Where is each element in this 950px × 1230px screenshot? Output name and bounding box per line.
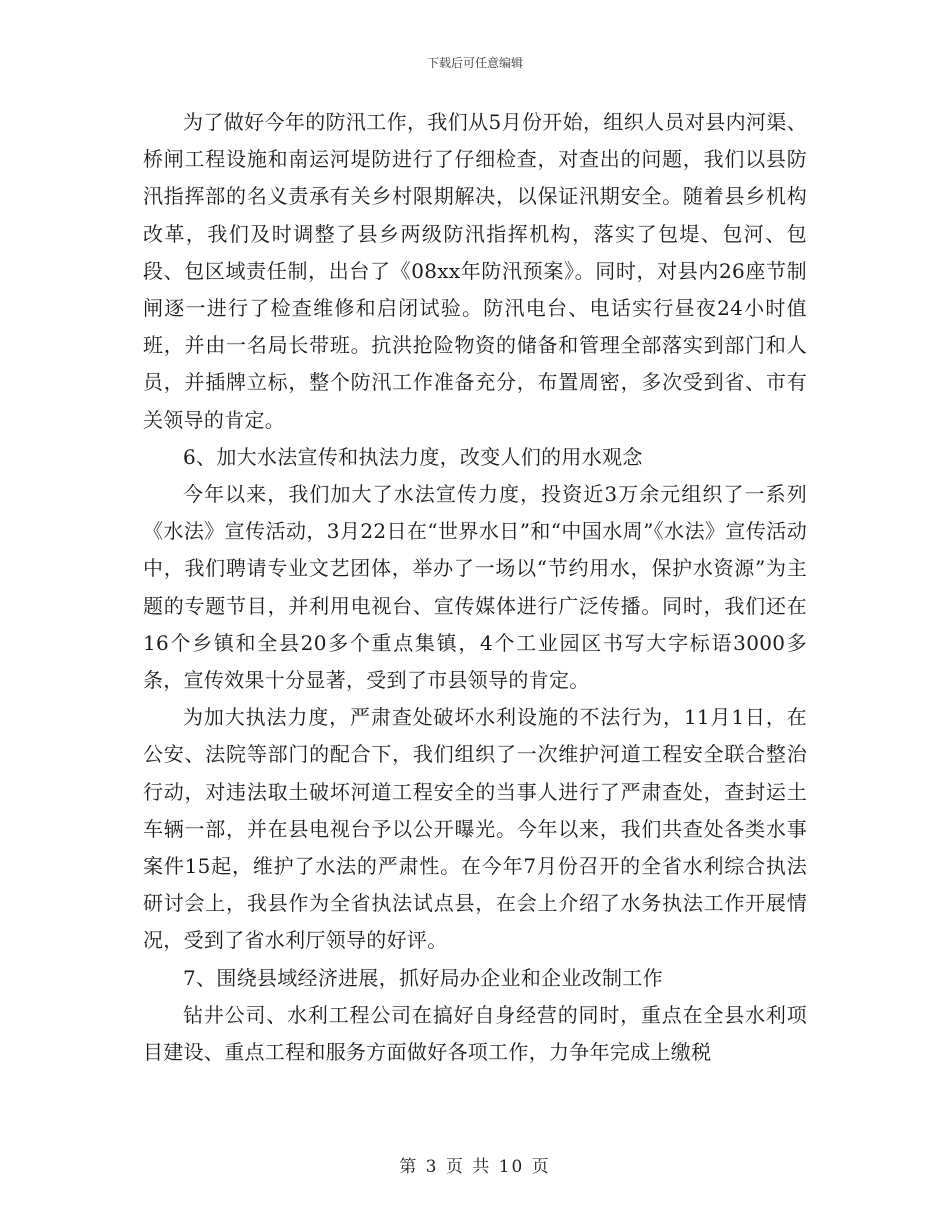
page-number: 第 3 页 共 10 页 xyxy=(399,1157,551,1177)
document-body xyxy=(143,104,807,1071)
section-heading-water-law-publicity: 6、加大水法宣传和执法力度，改变人们的用水观念 xyxy=(183,444,643,469)
paragraph-enterprise-work: 钻井公司、水利工程公司在搞好自身经营的同时，重点在全县水利项目建设、重点工程和服务方面做好各项工作，力争年完成上缴税 xyxy=(143,1002,807,1065)
paragraph-flood-prevention: 为了做好今年的防汛工作，我们从5月份开始，组织人员对县内河渠、桥闸工程设施和南运河堤防进行了仔细检查，对查出的问题，我们以县防汛指挥部的名义责承有关乡村限期解决，以保证汛期安全。随着县乡机构改革，我们及时调整了县乡两级防汛指挥机构，落实了包堤、包河、包段、包区域责任制，出台了《08xx年防汛预案》。同时，对县内26座节制闸逐一进行了检查维修和启闭试验。防汛电台、电话实行昼夜24小时值班，并由一名局长带班。抗洪抢险物资的储备和管理全部落实到部门和人员，并插牌立标，整个防汛工作准备充分，布置周密，多次受到省、市有关领导的肯定。 xyxy=(143,110,807,432)
paragraph-water-law-publicity: 今年以来，我们加大了水法宣传力度，投资近3万余元组织了一系列《水法》宣传活动，3月22日在“世界水日”和“中国水周”《水法》宣传活动中，我们聘请专业文艺团体，举办了一场以“节约用水，保护水资源”为主题的专题节目，并利用电视台、宣传媒体进行广泛传播。同时，我们还在16个乡镇和全县20多个重点集镇，4个工业园区书写大字标语3000多条，宣传效果十分显著，受到了市县领导的肯定。 xyxy=(143,482,807,693)
section-heading-enterprise-reform: 7、围绕县域经济进展，抓好局办企业和企业改制工作 xyxy=(183,965,663,990)
paragraph-law-enforcement: 为加大执法力度，严肃查处破坏水利设施的不法行为，11月1日，在公安、法院等部门的配合下，我们组织了一次维护河道工程安全联合整治行动，对违法取土破坏河道工程安全的当事人进行了严肃查处，查封运土车辆一部，并在县电视台予以公开曝光。今年以来，我们共查处各类水事案件15起，维护了水法的严肃性。在今年7月份召开的全省水利综合执法研讨会上，我县作为全省执法试点县，在会上介绍了水务执法工作开展情况，受到了省水利厅领导的好评。 xyxy=(143,705,807,953)
page-header-note: 下载后可任意编辑 xyxy=(426,56,523,70)
